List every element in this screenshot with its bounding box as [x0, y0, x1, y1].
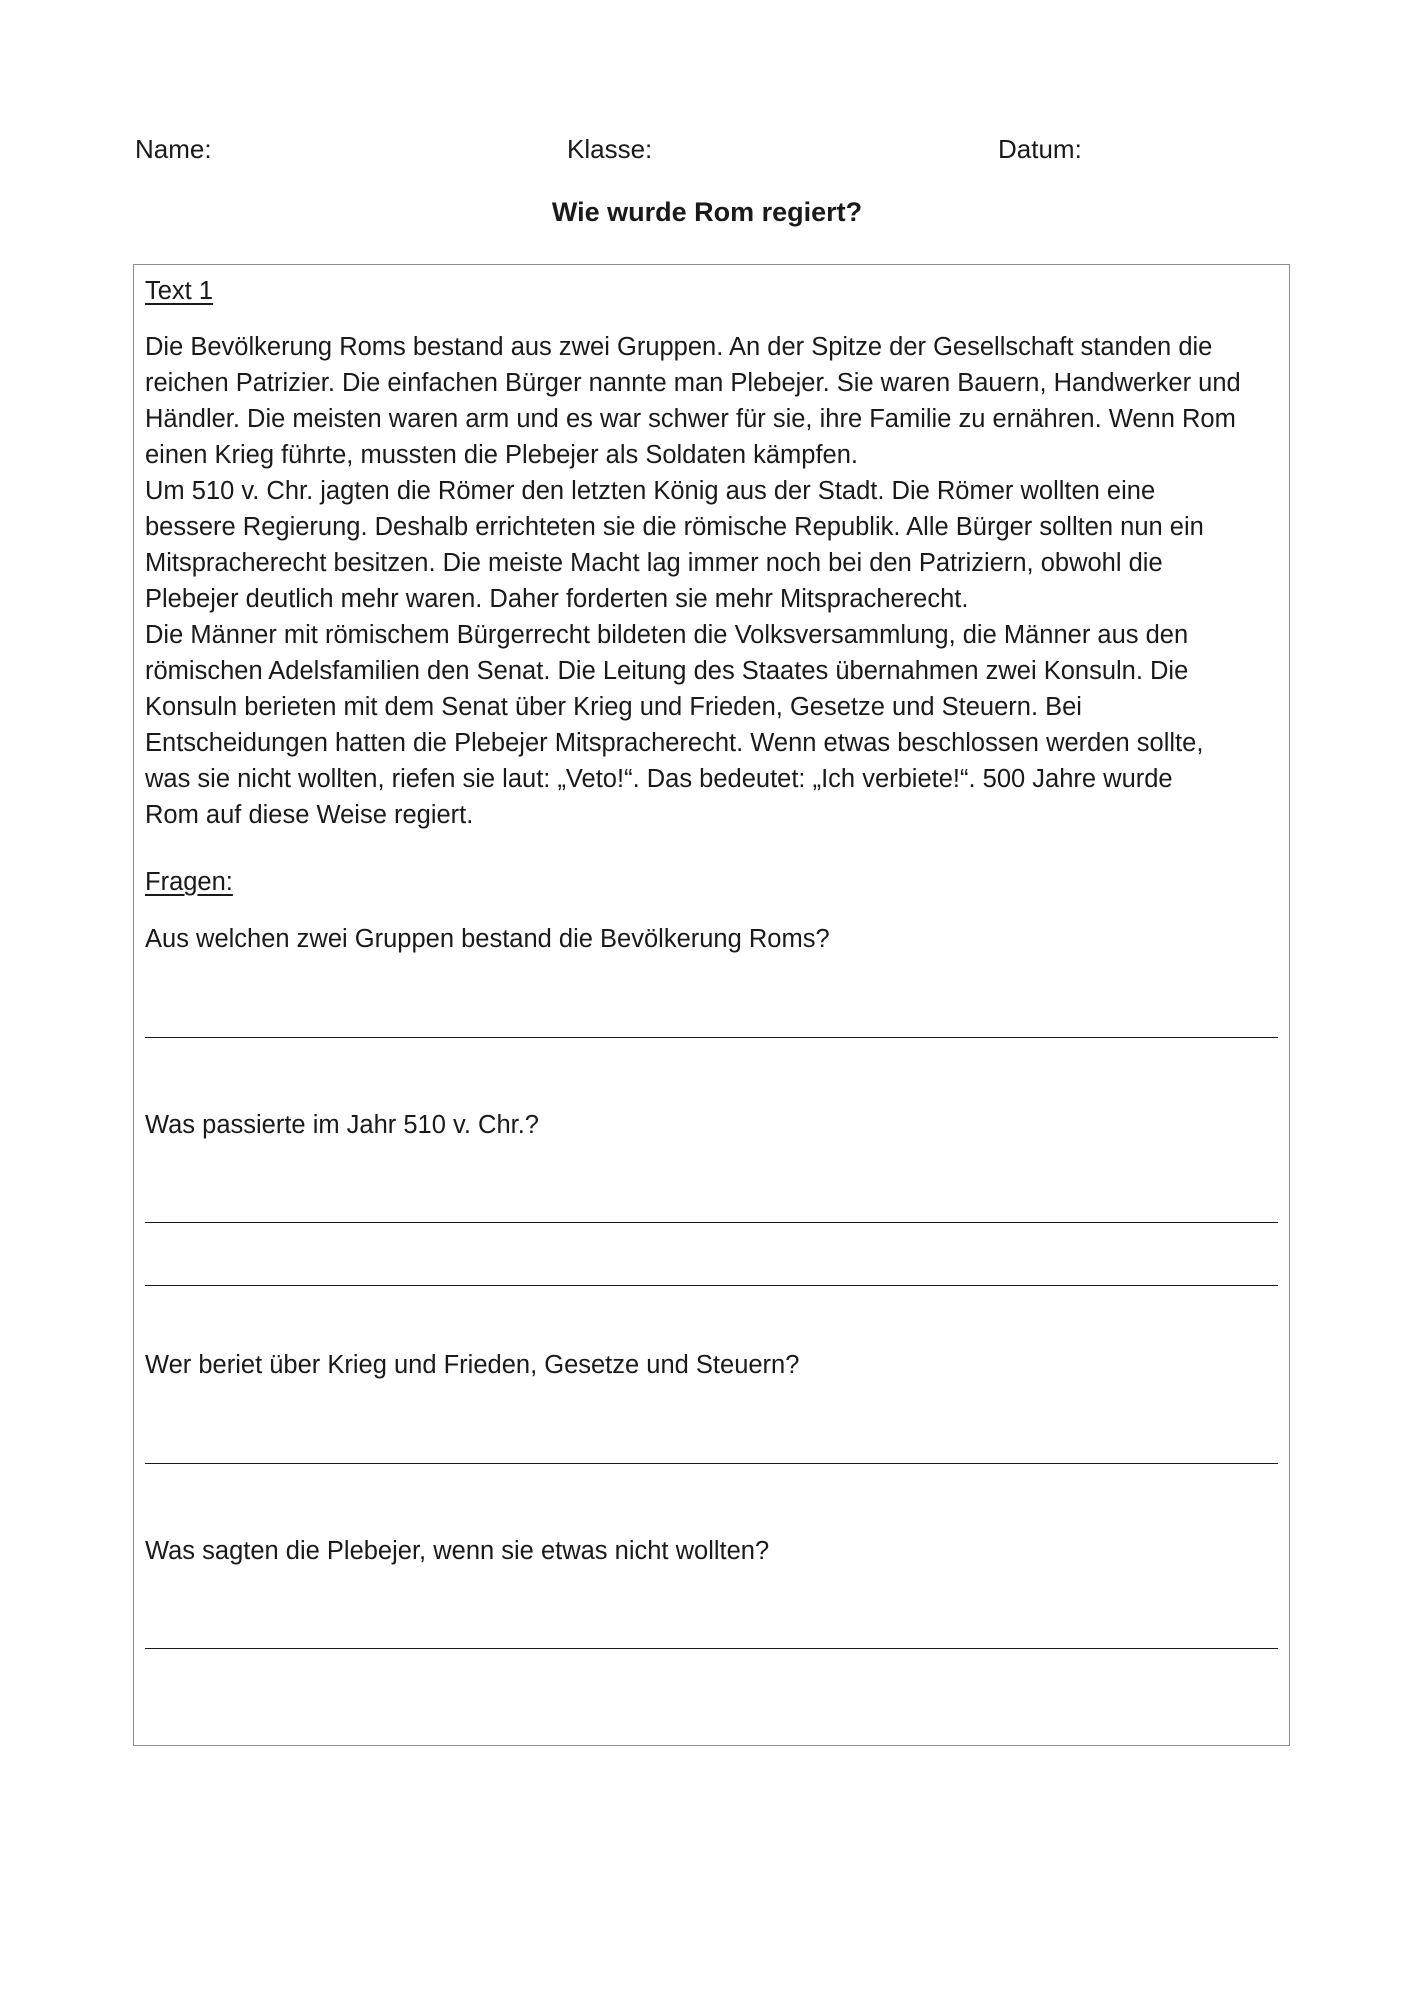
questions-heading: Fragen: — [145, 868, 233, 896]
class-label: Klasse: — [567, 134, 653, 164]
paragraph-line: Konsuln berieten mit dem Senat über Krieg und Frieden, Gesetze und Steuern. Bei — [145, 693, 1082, 721]
paragraph-line: römischen Adelsfamilien den Senat. Die Leitung des Staates übernahmen zwei Konsuln. Die — [145, 657, 1189, 685]
paragraph-line: Rom auf diese Weise regiert. — [145, 801, 474, 829]
reading-paragraph — [145, 329, 1241, 833]
paragraph-line: Die Bevölkerung Roms bestand aus zwei Gruppen. An der Spitze der Gesellschaft standen die — [145, 333, 1213, 361]
answer-line[interactable] — [145, 1037, 1278, 1038]
paragraph-line: Händler. Die meisten waren arm und es war schwer für sie, ihre Familie zu ernähren. Wenn Rom — [145, 405, 1236, 433]
answer-line[interactable] — [145, 1285, 1278, 1286]
paragraph-line: Plebejer deutlich mehr waren. Daher forderten sie mehr Mitspracherecht. — [145, 585, 969, 613]
paragraph-line: was sie nicht wollten, riefen sie laut: „Veto!“. Das bedeutet: „Ich verbiete!“. 500 Jahre wurde — [145, 765, 1173, 793]
paragraph-line: reichen Patrizier. Die einfachen Bürger nannte man Plebejer. Sie waren Bauern, Handwerker und — [145, 369, 1241, 397]
question-4: Was sagten die Plebejer, wenn sie etwas nicht wollten? — [145, 1537, 770, 1565]
paragraph-line: Um 510 v. Chr. jagten die Römer den letzten König aus der Stadt. Die Römer wollten eine — [145, 477, 1156, 505]
question-3: Wer beriet über Krieg und Frieden, Gesetze und Steuern? — [145, 1351, 800, 1379]
paragraph-line: einen Krieg führte, mussten die Plebejer als Soldaten kämpfen. — [145, 441, 859, 469]
text-heading: Text 1 — [145, 277, 214, 305]
date-label: Datum: — [998, 134, 1082, 164]
question-2: Was passierte im Jahr 510 v. Chr.? — [145, 1111, 539, 1139]
worksheet-title: Wie wurde Rom regiert? — [551, 197, 863, 227]
question-1: Aus welchen zwei Gruppen bestand die Bevölkerung Roms? — [145, 925, 830, 953]
paragraph-line: bessere Regierung. Deshalb errichteten sie die römische Republik. Alle Bürger sollten nun ein — [145, 513, 1204, 541]
name-label: Name: — [135, 134, 212, 164]
paragraph-line: Entscheidungen hatten die Plebejer Mitspracherecht. Wenn etwas beschlossen werden sollte, — [145, 729, 1204, 757]
answer-line[interactable] — [145, 1463, 1278, 1464]
answer-line[interactable] — [145, 1648, 1278, 1649]
paragraph-line: Die Männer mit römischem Bürgerrecht bildeten die Volksversammlung, die Männer aus den — [145, 621, 1189, 649]
paragraph-line: Mitspracherecht besitzen. Die meiste Macht lag immer noch bei den Patriziern, obwohl die — [145, 549, 1163, 577]
answer-line[interactable] — [145, 1222, 1278, 1223]
